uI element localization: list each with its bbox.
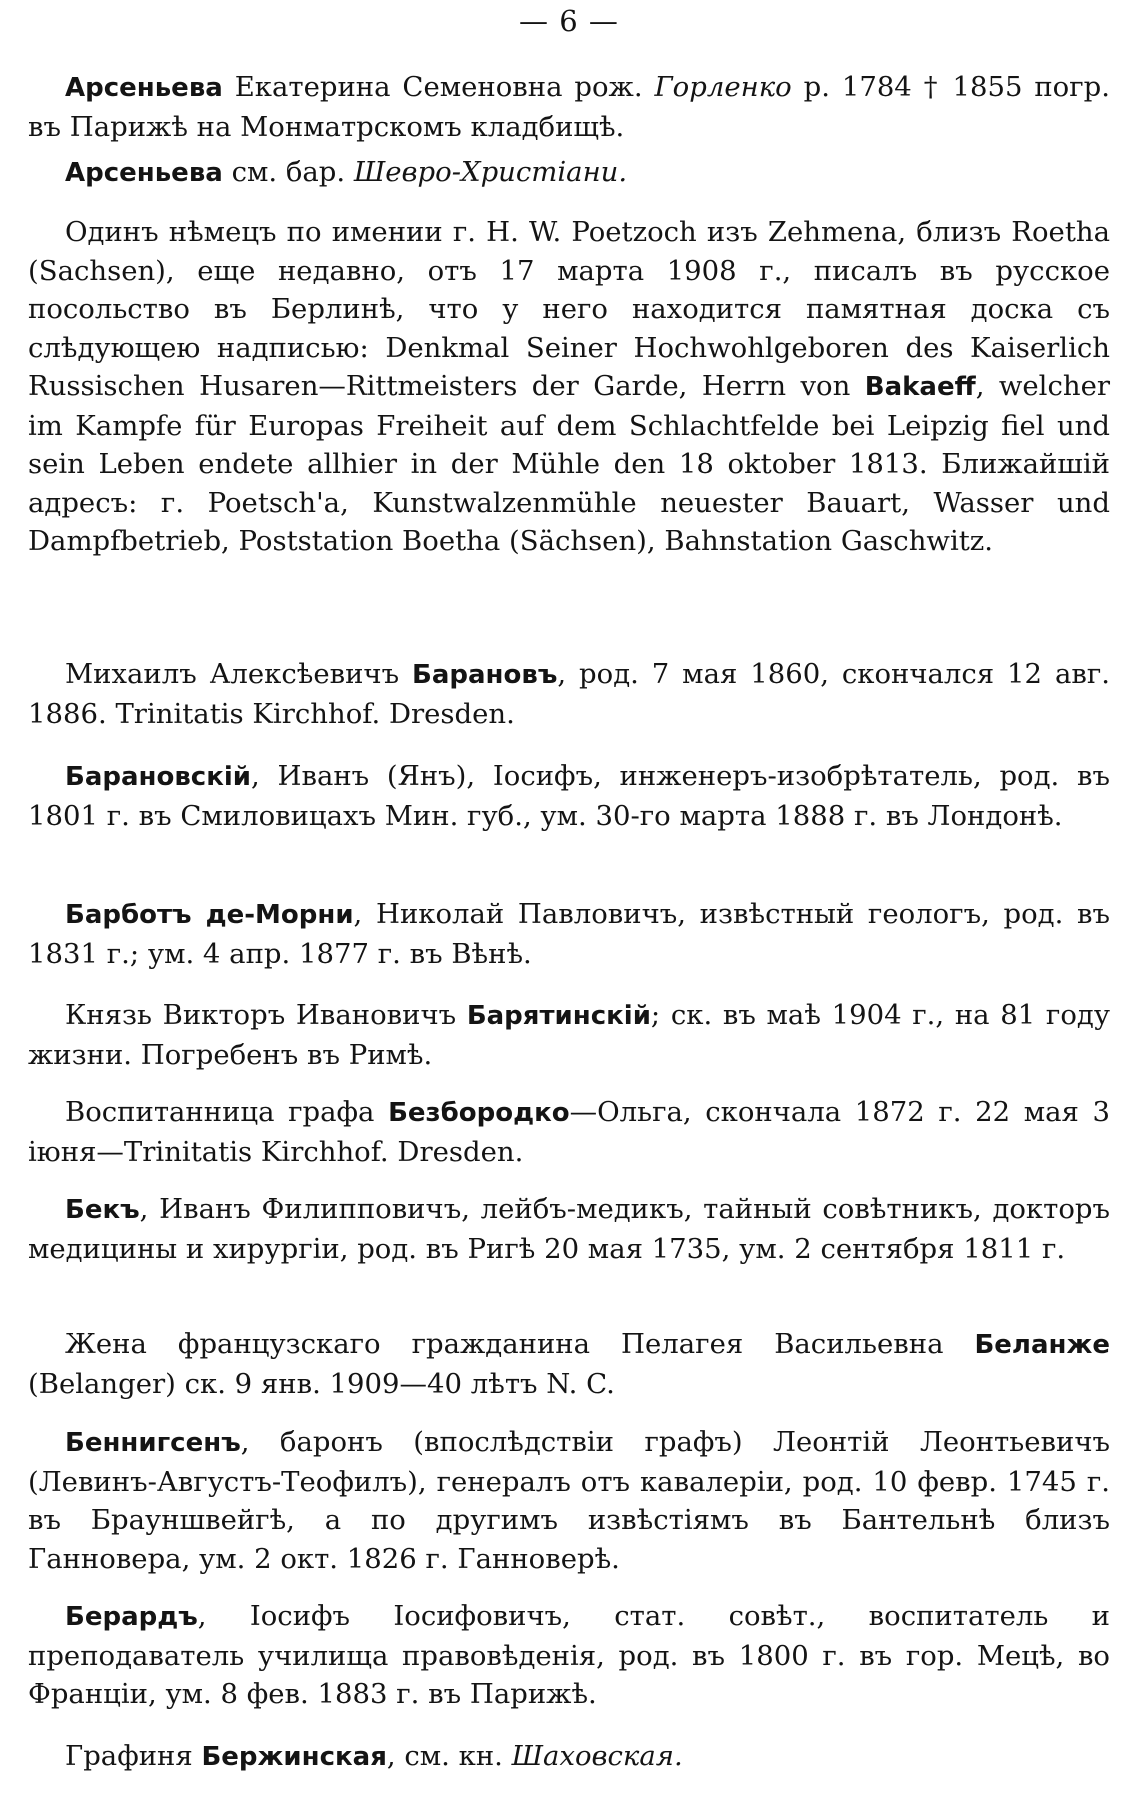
entry-arsenyeva-1: Арсеньева Екатерина Семеновна рож. Горленко р. 1784 † 1855 погр. въ Парижѣ на Монматрскомъ кладбищѣ.	[28, 71, 1110, 143]
entry-baranovsky: Барановскій, Иванъ (Янъ), Іосифъ, инженеръ-изобрѣтатель, род. въ 1801 г. въ Смиловицахъ Мин. губ., ум. 30-го марта 1888 г. въ Лондонѣ.	[28, 760, 1110, 832]
entry-name: Арсеньева	[65, 158, 223, 188]
entry-name: Берардъ	[65, 1602, 198, 1632]
entry-name: Безбородко	[388, 1098, 570, 1128]
entry-name: Барановскій	[65, 762, 251, 792]
entry-name: Арсеньева	[65, 73, 223, 103]
entry-name: Беланже	[974, 1330, 1110, 1360]
entry-bezborodko: Воспитанница графа Безбородко—Ольга, скончала 1872 г. 22 мая 3 іюня—Trinitatis Kirchhof. Dresden.	[28, 1096, 1111, 1168]
entry-name: Барятинскій	[466, 1001, 651, 1031]
entry-arsenyeva-2: Арсеньева см. бар. Шевро-Христіани.	[65, 156, 628, 188]
document-page	[28, 0, 1110, 1810]
entry-baryatinsky: Князь Викторъ Ивановичъ Барятинскій; ск. въ маѣ 1904 г., на 81 году жизни. Погребенъ въ Римѣ.	[28, 999, 1111, 1071]
entry-berzhinskaya: Графиня Бержинская, см. кн. Шаховская.	[65, 1740, 683, 1772]
entry-name: Барановъ	[412, 660, 558, 690]
entry-name: Bakaeff	[864, 372, 976, 402]
entry-bakaeff: Одинъ нѣмецъ по имении г. H. W. Poetzoch изъ Zehmena, близъ Roetha (Sachsen), еще недавно, отъ 17 марта 1908 г., писалъ въ русское посольство въ Берлинѣ, что у него находится памятная доска съ слѣдующею надписью: Denkmal Seiner Hochwohlgeboren des Kaiserlich Russischen Husaren—Rittmeisters der Garde, Herrn von Bakaeff, welcher im Kampfe für Europas Freiheit auf dem Schlachtfelde bei Leipzig fiel und sein Leben endete allhier in der Mühle den 18 oktober 1813. Ближайшій адресъ: г. Poetsch'a, Kunstwalzenmühle neuester Bauart, Wasser und Dampfbetrieb, Poststation Boetha (Sächsen), Bahnstation Gaschwitz.	[28, 216, 1111, 557]
entry-berard: Берардъ, Іосифъ Іосифовичъ, стат. совѣт., воспитатель и преподаватель училища правовѣденія, род. въ 1800 г. въ гор. Мецѣ, во Франціи, ум. 8 фев. 1883 г. въ Парижѣ.	[28, 1600, 1110, 1710]
entry-name: Барботъ де-Морни	[65, 900, 354, 930]
entry-bek: Бекъ, Иванъ Филипповичъ, лейбъ-медикъ, тайный совѣтникъ, докторъ медицины и хирургіи, род. въ Ригѣ 20 мая 1735, ум. 2 сентября 1811 г.	[28, 1193, 1110, 1265]
entry-bennigsen: Беннигсенъ, баронъ (впослѣдствіи графъ) Леонтій Леонтьевичъ (Левинъ-Августъ-Теофилъ), генералъ отъ кавалеріи, род. 10 февр. 1745 г. въ Брауншвейгѣ, а по другимъ извѣстіямъ въ Бантельнѣ близъ Ганновера, ум. 2 окт. 1826 г. Ганноверѣ.	[28, 1426, 1110, 1575]
entry-name: Беннигсенъ	[65, 1428, 241, 1458]
entry-belanzhe: Жена французскаго гражданина Пелагея Васильевна Беланже (Belanger) ск. 9 янв. 1909—40 лѣтъ N. C.	[28, 1328, 1110, 1400]
entry-name: Бекъ	[65, 1195, 140, 1225]
entry-barbot-de-morni: Барботъ де-Морни, Николай Павловичъ, извѣстный геологъ, род. въ 1831 г.; ум. 4 апр. 1877 г. въ Вѣнѣ.	[28, 898, 1110, 970]
entry-baranov: Михаилъ Алексѣевичъ Барановъ, род. 7 мая 1860, скончался 12 авг. 1886. Trinitatis Kirchhof. Dresden.	[28, 658, 1110, 730]
page-number: — 6 —	[519, 4, 619, 38]
entry-name: Бержинская	[201, 1742, 387, 1772]
